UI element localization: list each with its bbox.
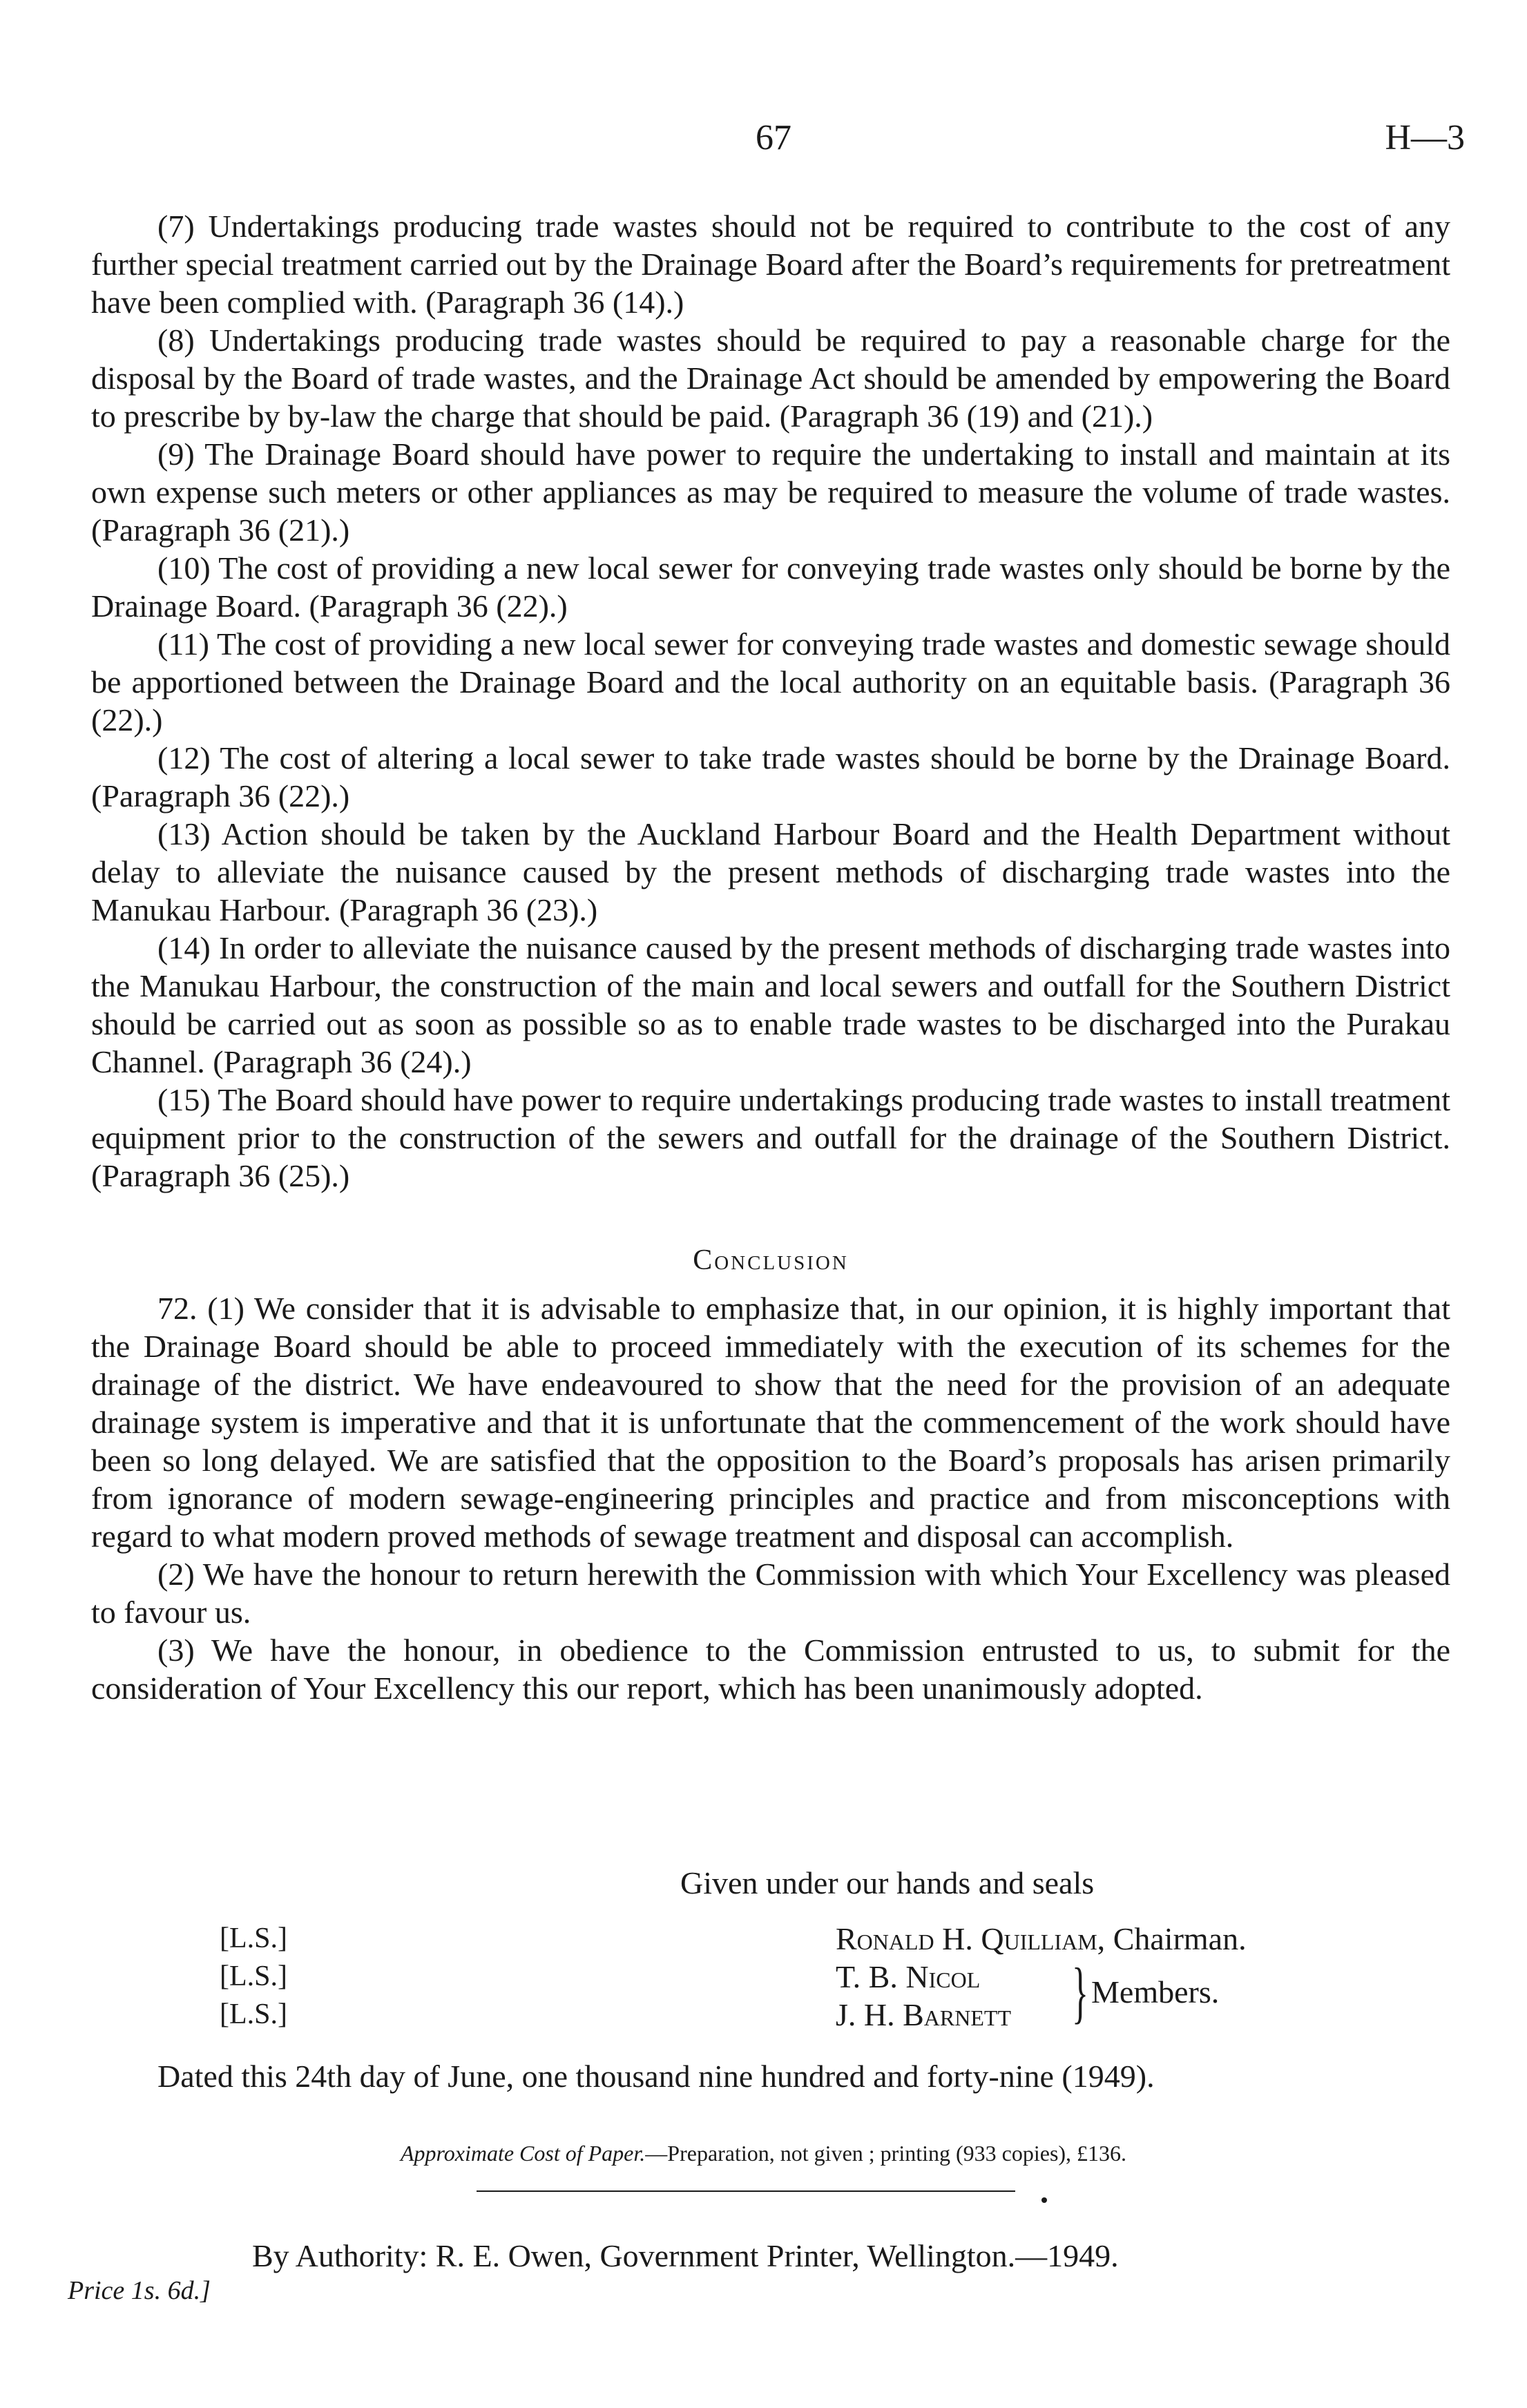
paragraph-7: (7) Undertakings producing trade wastes should not be required to contribute to the cost of any further special treatment carried out by the Drainage Board after the Board’s requirements for pretreatment have been complied with. (Paragraph 36 (14).)	[91, 209, 1450, 320]
members-brace: }	[1072, 1954, 1088, 2030]
paragraph-10: (10) The cost of providing a new local sewer for conveying trade wastes only should be borne by the Drainage Board. (Paragraph 36 (22).)	[91, 550, 1450, 624]
member-signature: J. H. Barnett	[836, 1997, 1012, 2032]
seal-mark: [L.S.]	[220, 1923, 287, 1954]
given-under-hands-line: Given under our hands and seals	[680, 1865, 1095, 1900]
paragraph-12: (12) The cost of altering a local sewer to take trade wastes should be borne by the Drainage Board. (Paragraph 36 (22).)	[91, 740, 1450, 813]
seal-mark: [L.S.]	[220, 1998, 287, 2030]
paragraph-72-3: (3) We have the honour, in obedience to the Commission entrusted to us, to submit for the consideration of Your Excellency this our report, which has been unanimously adopted.	[91, 1632, 1450, 1706]
chairman-signature	[836, 1920, 1247, 1958]
printer-authority-line: By Authority: R. E. Owen, Government Printer, Wellington.—1949.	[252, 2238, 1119, 2273]
document-reference: H—3	[1385, 118, 1465, 157]
paragraph-15: (15) The Board should have power to require undertakings producing trade wastes to install treatment equipment prior to the construction of the sewers and outfall for the drainage of the Southern District. (Paragraph 36 (25).)	[91, 1082, 1450, 1193]
cost-detail: —Preparation, not given ; printing (933 copies), £136.	[645, 2141, 1127, 2166]
paragraph-9: (9) The Drainage Board should have power to require the undertaking to install and maintain at its own expense such meters or other appliances as may be required to measure the volume of trade wastes. (Paragraph 36 (21).)	[91, 436, 1450, 548]
paragraph-11: (11) The cost of providing a new local sewer for conveying trade wastes and domestic sewage should be apportioned between the Drainage Board and the local authority on an equitable basis. (Paragraph 36 (22).)	[91, 626, 1450, 738]
conclusion-heading: Conclusion	[693, 1244, 849, 1276]
price-line: Price 1s. 6d.]	[68, 2276, 211, 2305]
dated-line: Dated this 24th day of June, one thousand nine hundred and forty-nine (1949).	[157, 2059, 1155, 2094]
chairman-name: Ronald H. Quilliam,	[836, 1921, 1106, 1956]
paragraph-14: (14) In order to alleviate the nuisance caused by the present methods of discharging trade wastes into the Manukau Harbour, the construction of the main and local sewers and outfall for the Southern District should be carried out as soon as possible so as to enable trade wastes to be discharged into the Purakau Channel. (Paragraph 36 (24).)	[91, 930, 1450, 1079]
paragraph-8: (8) Undertakings producing trade wastes should be required to pay a reasonable charge for the disposal by the Board of trade wastes, and the Drainage Act should be amended by empowering the Board to prescribe by by-law the charge that should be paid. (Paragraph 36 (19) and (21).)	[91, 322, 1450, 434]
paragraph-13: (13) Action should be taken by the Auckland Harbour Board and the Health Department without delay to alleviate the nuisance caused by the present methods of discharging trade wastes into the Manukau Harbour. (Paragraph 36 (23).)	[91, 816, 1450, 927]
cost-note	[0, 2141, 1527, 2166]
members-label: Members.	[1091, 1974, 1220, 2010]
seal-marks	[220, 1920, 287, 2034]
footer-rule-dot	[1041, 2197, 1047, 2203]
page-number: 67	[756, 118, 791, 157]
paragraph-72-2: (2) We have the honour to return herewith the Commission with which Your Excellency was pleased to favour us.	[91, 1557, 1450, 1630]
report-body	[91, 207, 1450, 1707]
chairman-role: Chairman.	[1113, 1921, 1247, 1956]
seal-mark: [L.S.]	[220, 1961, 287, 1992]
paragraph-72-1: 72. (1) We consider that it is advisable to emphasize that, in our opinion, it is highly important that the Drainage Board should be able to proceed immediately with the execution of its schemes for the drainage of the district. We have endeavoured to show that the need for the provision of an adequate drainage system is imperative and that it is unfortunate that the commencement of the work should have been so long delayed. We are satisfied that the opposition to the Board’s proposals has arisen primarily from ignorance of modern sewage-engineering principles and practice and from misconceptions with regard to what modern proved methods of sewage treatment and disposal can accomplish.	[91, 1291, 1450, 1554]
cost-label: Approximate Cost of Paper.	[400, 2141, 646, 2166]
member-signature: T. B. Nicol	[836, 1959, 981, 1994]
footer-rule	[477, 2190, 1015, 2192]
